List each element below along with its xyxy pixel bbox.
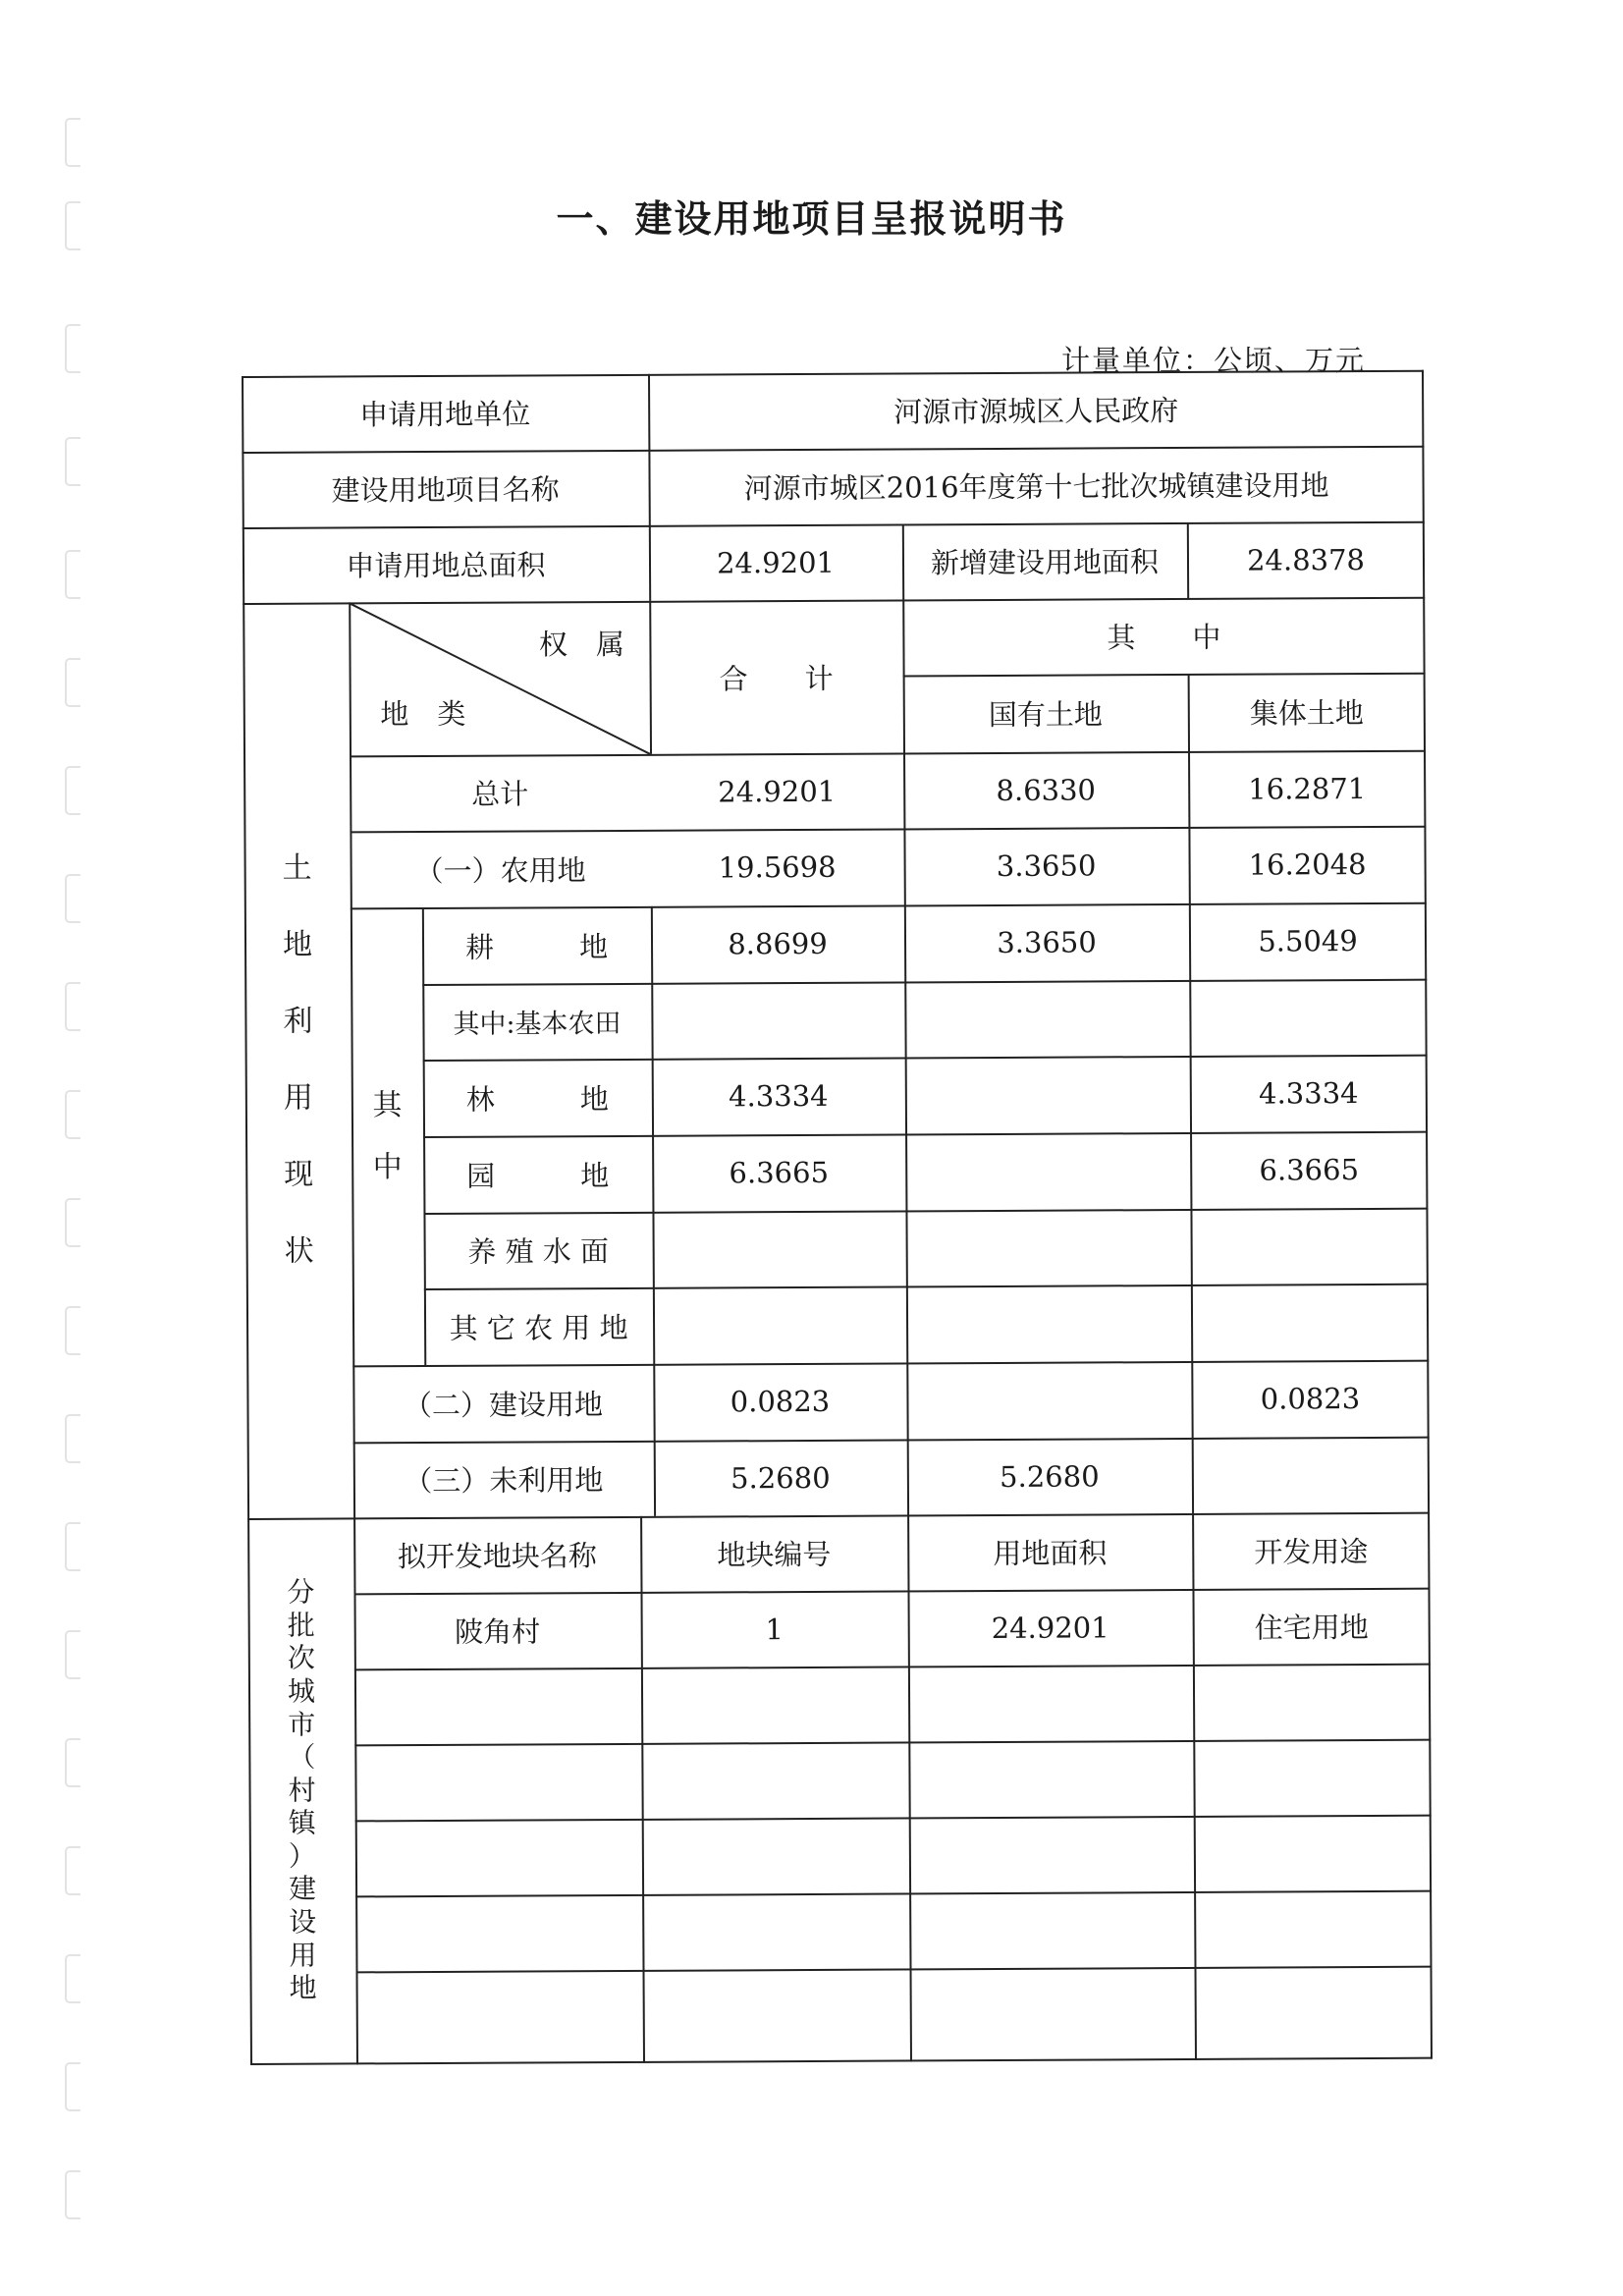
measurement-unit-note: 计量单位：公顷、万元 [1060,344,1366,377]
table-cell-collective [1191,1284,1429,1361]
table-row-label: （二）建设用地 [403,1387,604,1422]
project-name-value: 河源市城区2016年度第十七批次城镇建设用地 [743,468,1329,506]
table-row-label: 其 它 农 用 地 [449,1310,628,1345]
table-row-label: 养 殖 水 面 [467,1234,610,1269]
table-cell-collective [1192,1437,1430,1513]
table-cell-state [906,1361,1191,1440]
among-column-header: 其 中 [1107,620,1221,655]
table-rule [355,1890,1432,1898]
binder-hole [65,1414,81,1463]
binder-hole [65,1522,81,1571]
table-cell-state [905,1132,1190,1211]
table-cell-total: 24.9201 [718,774,837,808]
table-row-label: 耕 地 [464,929,609,964]
table-rule [356,1966,1433,1974]
table-cell-state: 3.3650 [997,925,1097,959]
table-cell-collective: 0.0823 [1260,1382,1361,1416]
table-row-label: （三）未利用地 [404,1463,604,1499]
table-row-label: 其中:基本农田 [453,1008,622,1040]
batch-section-label: 分 批 次 城 市 （ 村 镇 ） 建 设 用 地 [287,1575,317,2005]
collective-land-column-header: 集体土地 [1249,696,1364,731]
table-cell-state [904,980,1189,1058]
table-cell-state [906,1285,1191,1363]
land-use-section-label: 土 地 利 用 现 状 [282,850,314,1269]
binder-hole [65,1738,81,1787]
new-area-value: 24.8378 [1246,542,1366,577]
plot-use-header: 开发用途 [1254,1535,1369,1569]
table-cell-collective: 6.3665 [1259,1153,1360,1187]
table-cell-state [905,1056,1190,1134]
table-cell-total: 4.3334 [729,1078,829,1114]
table-row-label: 园 地 [466,1158,610,1193]
table-cell-total: 5.2680 [730,1460,831,1495]
ownership-header-label: 权 属 [538,627,625,661]
binder-hole [65,1306,81,1355]
binder-hole [65,1090,81,1139]
binder-hole [65,1954,81,2003]
plot-name-cell: 陂角村 [455,1614,541,1649]
table-cell-state: 3.3650 [996,848,1097,883]
total-area-value: 24.9201 [716,545,836,579]
table-cell-total: 8.8699 [728,926,828,961]
binder-hole [65,982,81,1031]
binder-hole [65,437,81,486]
binder-hole [65,2170,81,2219]
binder-hole [65,2062,81,2111]
table-cell-total: 19.5698 [718,849,837,885]
applicant-label: 申请用地单位 [359,397,531,432]
binder-hole [65,118,81,167]
table-row-label: 林 地 [465,1081,609,1117]
table-rule [250,2057,1433,2065]
table-row-label: 总计 [471,777,529,811]
table-cell-total [651,981,904,1058]
table-cell-total [652,1210,905,1286]
new-area-label: 新增建设用地面积 [930,545,1160,580]
table-cell-collective: 4.3334 [1259,1076,1359,1111]
binder-hole [65,1846,81,1895]
page-title: 一、建设用地项目呈报说明书 [556,197,1067,241]
table-cell-total: 0.0823 [730,1384,831,1419]
plot-number-header: 地块编号 [717,1537,832,1572]
table-cell-collective: 16.2048 [1248,847,1367,882]
binder-hole [65,1630,81,1679]
total-column-header: 合 计 [719,661,834,695]
table-cell-state [905,1209,1190,1286]
binder-hole [65,550,81,599]
table-cell-state: 8.6330 [996,772,1097,807]
table-cell-collective: 16.2871 [1248,771,1367,806]
table-cell-total: 6.3665 [729,1155,830,1190]
binder-hole [65,1198,81,1247]
binder-hole [65,658,81,707]
project-name-label: 建设用地项目名称 [331,472,560,508]
plot-use-cell: 住宅用地 [1254,1611,1369,1645]
binder-hole [65,874,81,923]
table-cell-collective [1189,979,1427,1056]
plot-area-header: 用地面积 [993,1536,1108,1571]
table-cell-collective [1190,1208,1428,1285]
land-use-form-table [242,370,1433,2065]
total-area-label: 申请用地总面积 [346,548,546,583]
plot-area-cell: 24.9201 [991,1610,1109,1645]
table-cell-collective: 5.5049 [1258,924,1358,958]
state-land-column-header: 国有土地 [988,697,1103,733]
table-row-label: （一）农用地 [414,852,586,888]
table-rule [355,1815,1432,1823]
table-cell-total [653,1285,906,1363]
table-rule [354,1739,1431,1747]
land-type-header-label: 地 类 [380,696,466,731]
plot-number-cell: 1 [765,1612,784,1646]
plot-name-header: 拟开发地块名称 [397,1539,597,1574]
applicant-value: 河源市源城区人民政府 [893,394,1179,429]
binder-hole [65,766,81,815]
among-sub-label: 其 中 [372,1088,403,1185]
binder-hole [65,324,81,373]
table-cell-state: 5.2680 [1000,1458,1100,1494]
